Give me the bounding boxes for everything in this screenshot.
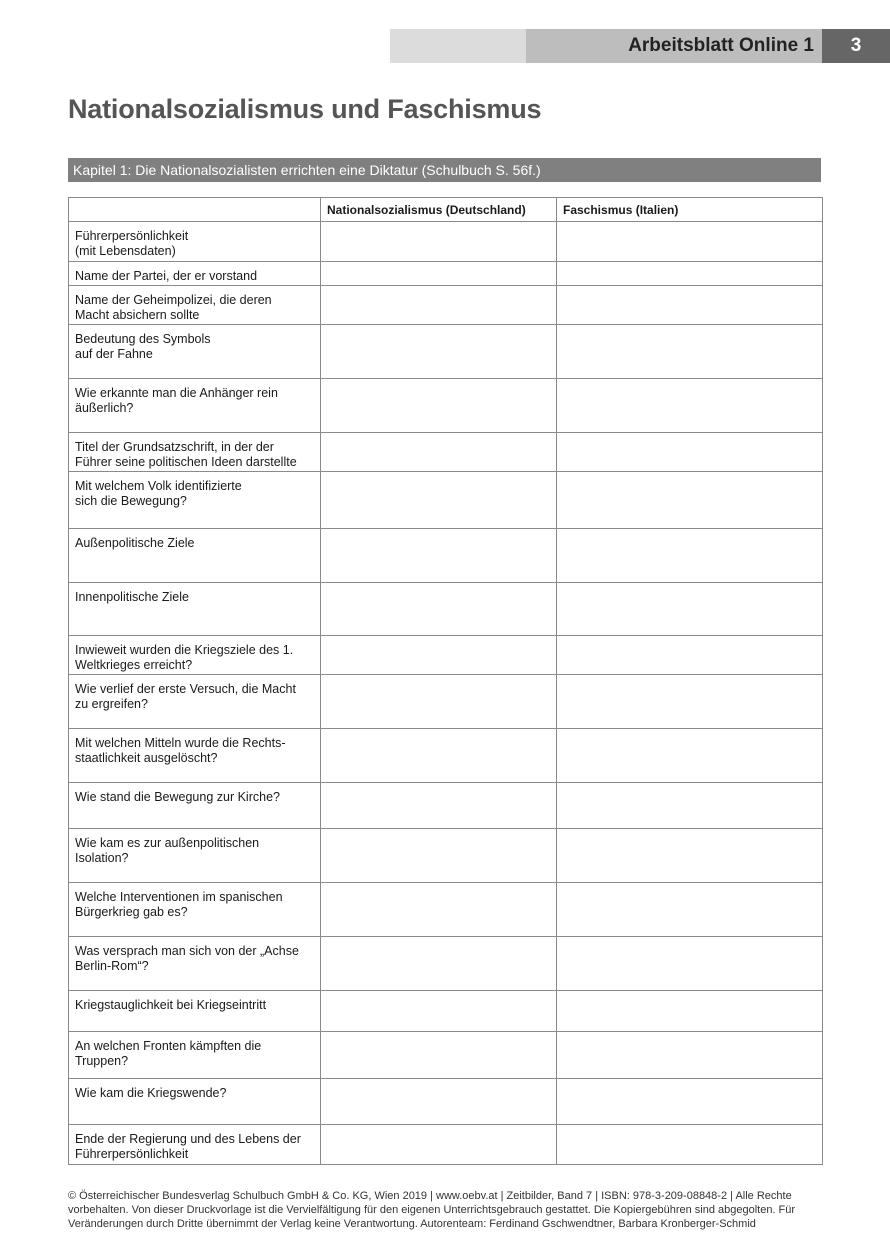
question-cell: Wie verlief der erste Versuch, die Macht zu ergreifen? [69, 675, 321, 729]
page-title: Nationalsozialismus und Faschismus [68, 94, 542, 124]
answer-cell-faschismus[interactable] [557, 783, 823, 829]
header-cell-topic [69, 198, 321, 222]
question-cell: Titel der Grundsatzschrift, in der der Führer seine politischen Ideen darstellte [69, 433, 321, 472]
answer-cell-nationalsozialismus[interactable] [321, 883, 557, 937]
answer-cell-nationalsozialismus[interactable] [321, 286, 557, 325]
table-row [69, 783, 823, 829]
answer-cell-faschismus[interactable] [557, 1125, 823, 1165]
question-cell: Name der Partei, der er vorstand [69, 262, 321, 286]
question-cell: Führerpersönlichkeit (mit Lebensdaten) [69, 222, 321, 262]
table-row [69, 262, 823, 286]
answer-cell-faschismus[interactable] [557, 636, 823, 675]
answer-cell-nationalsozialismus[interactable] [321, 262, 557, 286]
question-cell: Name der Geheimpolizei, die deren Macht absichern sollte [69, 286, 321, 325]
table-row [69, 1032, 823, 1079]
question-cell: Welche Interventionen im spanischen Bürgerkrieg gab es? [69, 883, 321, 937]
question-cell: Ende der Regierung und des Lebens der Führerpersönlichkeit [69, 1125, 321, 1165]
comparison-table [68, 197, 823, 1165]
table-row [69, 433, 823, 472]
copyright-footer: © Österreichischer Bundesverlag Schulbuch GmbH & Co. KG, Wien 2019 | www.oebv.at | Zeitbilder, Band 7 | ISBN: 978-3-209-08848-2 | Alle Rechte vorbehalten. Von dieser Druckvorlage ist die Vervielfältigung für den eigenen Unterrichtsgebrauch gestattet. Die Kopiergebühren sind abgegolten. Für Veränderungen durch Dritte übernimmt der Verlag keine Verantwortung. Autorenteam: Ferdinand Gschwendtner, Barbara Kronberger-Schmid [68, 1190, 796, 1230]
table-row [69, 379, 823, 433]
table-row [69, 991, 823, 1032]
answer-cell-faschismus[interactable] [557, 286, 823, 325]
table-row [69, 729, 823, 783]
question-cell: Inwieweit wurden die Kriegsziele des 1. Weltkrieges erreicht? [69, 636, 321, 675]
answer-cell-faschismus[interactable] [557, 222, 823, 262]
answer-cell-nationalsozialismus[interactable] [321, 433, 557, 472]
question-cell: Wie stand die Bewegung zur Kirche? [69, 783, 321, 829]
table-row [69, 937, 823, 991]
worksheet-label: Arbeitsblatt Online 1 [628, 35, 814, 56]
answer-cell-faschismus[interactable] [557, 675, 823, 729]
question-cell: Mit welchem Volk identifizierte sich die Bewegung? [69, 472, 321, 529]
answer-cell-nationalsozialismus[interactable] [321, 583, 557, 636]
table-row [69, 1079, 823, 1125]
table-row [69, 472, 823, 529]
question-cell: An welchen Fronten kämpften die Truppen? [69, 1032, 321, 1079]
question-cell: Bedeutung des Symbols auf der Fahne [69, 325, 321, 379]
answer-cell-nationalsozialismus[interactable] [321, 783, 557, 829]
table-row [69, 883, 823, 937]
page-number: 3 [822, 29, 890, 63]
answer-cell-faschismus[interactable] [557, 379, 823, 433]
question-cell: Wie erkannte man die Anhänger rein äußerlich? [69, 379, 321, 433]
header-cell-faschismus: Faschismus (Italien) [557, 198, 823, 222]
chapter-heading: Kapitel 1: Die Nationalsozialisten errichten eine Diktatur (Schulbuch S. 56f.) [68, 158, 821, 182]
answer-cell-faschismus[interactable] [557, 583, 823, 636]
answer-cell-nationalsozialismus[interactable] [321, 1079, 557, 1125]
answer-cell-faschismus[interactable] [557, 262, 823, 286]
table-row [69, 636, 823, 675]
table-header-row [69, 198, 823, 222]
answer-cell-nationalsozialismus[interactable] [321, 222, 557, 262]
answer-cell-faschismus[interactable] [557, 829, 823, 883]
answer-cell-faschismus[interactable] [557, 729, 823, 783]
table-row [69, 583, 823, 636]
answer-cell-nationalsozialismus[interactable] [321, 937, 557, 991]
answer-cell-nationalsozialismus[interactable] [321, 529, 557, 583]
answer-cell-nationalsozialismus[interactable] [321, 829, 557, 883]
answer-cell-nationalsozialismus[interactable] [321, 991, 557, 1032]
answer-cell-nationalsozialismus[interactable] [321, 675, 557, 729]
answer-cell-faschismus[interactable] [557, 1079, 823, 1125]
answer-cell-nationalsozialismus[interactable] [321, 325, 557, 379]
header-cell-nationalsozialismus: Nationalsozialismus (Deutschland) [321, 198, 557, 222]
question-cell: Wie kam es zur außenpolitischen Isolation? [69, 829, 321, 883]
answer-cell-faschismus[interactable] [557, 937, 823, 991]
answer-cell-faschismus[interactable] [557, 325, 823, 379]
answer-cell-nationalsozialismus[interactable] [321, 729, 557, 783]
answer-cell-faschismus[interactable] [557, 883, 823, 937]
answer-cell-nationalsozialismus[interactable] [321, 636, 557, 675]
table-row [69, 675, 823, 729]
answer-cell-faschismus[interactable] [557, 433, 823, 472]
table-row [69, 222, 823, 262]
answer-cell-nationalsozialismus[interactable] [321, 1032, 557, 1079]
table-row [69, 829, 823, 883]
answer-cell-faschismus[interactable] [557, 472, 823, 529]
answer-cell-nationalsozialismus[interactable] [321, 1125, 557, 1165]
answer-cell-faschismus[interactable] [557, 991, 823, 1032]
table-row [69, 286, 823, 325]
answer-cell-faschismus[interactable] [557, 1032, 823, 1079]
question-cell: Kriegstauglichkeit bei Kriegseintritt [69, 991, 321, 1032]
answer-cell-nationalsozialismus[interactable] [321, 472, 557, 529]
table-row [69, 325, 823, 379]
answer-cell-nationalsozialismus[interactable] [321, 379, 557, 433]
question-cell: Was versprach man sich von der „Achse Berlin-Rom“? [69, 937, 321, 991]
question-cell: Mit welchen Mitteln wurde die Rechts- staatlichkeit ausgelöscht? [69, 729, 321, 783]
answer-cell-faschismus[interactable] [557, 529, 823, 583]
header-light-band [390, 29, 526, 63]
question-cell: Wie kam die Kriegswende? [69, 1079, 321, 1125]
question-cell: Innenpolitische Ziele [69, 583, 321, 636]
question-cell: Außenpolitische Ziele [69, 529, 321, 583]
table-row [69, 529, 823, 583]
table-row [69, 1125, 823, 1165]
